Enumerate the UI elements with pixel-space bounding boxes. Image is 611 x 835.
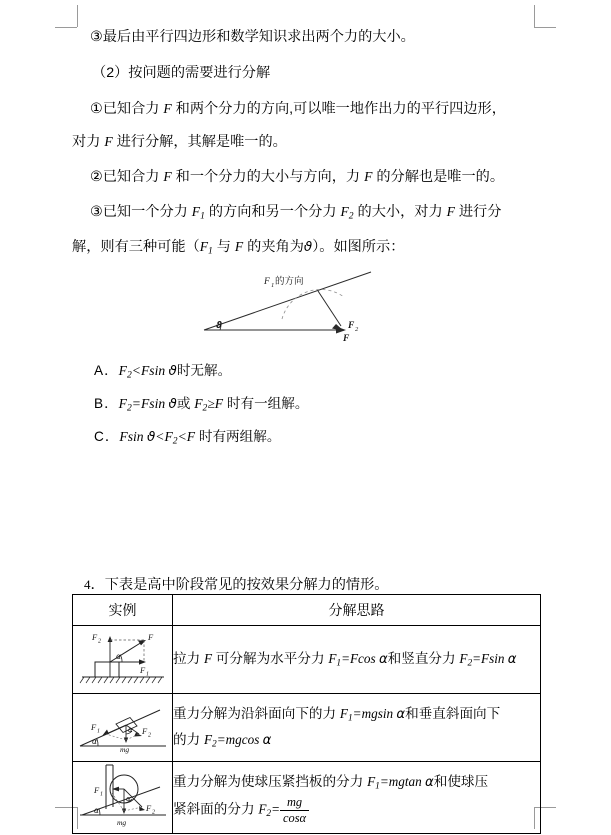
- symbol-F1-subscript: 1: [375, 781, 380, 792]
- symbol-F1: F: [191, 204, 201, 219]
- function-tan: tan: [404, 774, 426, 790]
- symbol-alpha: α: [262, 732, 272, 748]
- expression-mg: mg: [388, 774, 405, 790]
- function-cos: cos: [241, 731, 263, 747]
- section-number: 4: [84, 577, 91, 592]
- table-row: [73, 626, 541, 694]
- symbol-F: F: [364, 169, 373, 184]
- symbol-F: F: [446, 204, 455, 219]
- symbol-F2-subscript: 2: [212, 739, 217, 750]
- relation-operator: <: [177, 429, 187, 444]
- svg-text:F: F: [141, 726, 147, 736]
- symbol-F: F: [104, 134, 113, 149]
- text-run: 重力分解为使球压紧挡板的分力: [173, 774, 368, 790]
- text-run: 的大小，对力: [353, 204, 447, 220]
- symbol-F2: F: [258, 801, 267, 817]
- section-4-heading: [84, 578, 388, 592]
- svg-text:F: F: [147, 632, 153, 642]
- option-a: [94, 364, 564, 380]
- symbol-theta: ϑ: [168, 397, 177, 412]
- symbol-F: F: [203, 650, 213, 666]
- option-c: [94, 430, 564, 446]
- option-a-label: A．: [94, 363, 119, 378]
- svg-text:2: 2: [147, 732, 151, 739]
- paragraph-step-3: ③最后由平行四边形和数学知识求出两个力的大小。: [90, 29, 415, 45]
- symbol-alpha: α: [396, 707, 406, 723]
- paragraph-item-3-line-2: [72, 240, 542, 256]
- svg-text:1: 1: [99, 791, 103, 798]
- svg-text:α: α: [91, 737, 97, 746]
- text-run: 紧斜面的分力: [173, 801, 259, 817]
- relation-operator: <: [155, 429, 165, 444]
- symbol-F2: F: [194, 396, 203, 411]
- symbol-theta: ϑ: [147, 430, 156, 445]
- symbol-F2-subscript: 2: [467, 658, 473, 669]
- svg-text:α: α: [93, 806, 99, 815]
- equals-sign: =: [341, 650, 350, 666]
- text-run: 和一个分力的大小与方向，力: [171, 169, 365, 185]
- fraction-mg-over-cos-alpha: [280, 795, 309, 825]
- symbol-alpha: α: [425, 775, 434, 791]
- symbol-F2-subscript: 2: [126, 369, 132, 381]
- symbol-F1: F: [199, 239, 209, 254]
- symbol-F2: F: [459, 650, 468, 666]
- equals-sign: =: [271, 801, 280, 817]
- svg-text:2: 2: [151, 809, 155, 816]
- expression-Fsin: Fsin: [140, 396, 169, 411]
- expression-Fsin: Fsin: [140, 363, 169, 378]
- symbol-alpha: α: [507, 651, 517, 667]
- option-b-label: B．: [94, 396, 119, 411]
- fraction-denominator: cosα: [280, 810, 309, 825]
- expression-Fcos: Fcos: [350, 650, 379, 666]
- symbol-F2-subscript: 2: [126, 402, 132, 414]
- svg-text:α: α: [127, 726, 133, 734]
- table-row: [73, 762, 541, 834]
- expression-Fsin: Fsin: [119, 429, 147, 444]
- svg-text:的方向: 的方向: [275, 276, 304, 287]
- force-decomposition-table: [72, 594, 541, 834]
- table-header-row: [73, 595, 541, 626]
- text-run: 重力分解为沿斜面向下的力: [173, 706, 340, 722]
- option-b: [94, 397, 564, 413]
- symbol-F2-subscript: 2: [202, 402, 208, 414]
- svg-text:mg: mg: [119, 745, 129, 754]
- svg-text:F: F: [264, 277, 270, 287]
- text-run: 进行分: [454, 204, 502, 220]
- svg-text:F: F: [139, 665, 145, 675]
- symbol-F: F: [214, 396, 224, 411]
- relation-operator: <: [131, 363, 141, 378]
- paragraph-item-1-line-2: [72, 135, 542, 149]
- text-run: 拉力: [173, 650, 204, 666]
- paragraph-item-3-line-1: [90, 205, 560, 221]
- svg-text:F: F: [90, 722, 96, 732]
- text-run: ①已知合力: [90, 101, 164, 117]
- table-row: [73, 694, 541, 762]
- text-run: 的分解也是唯一的。: [372, 169, 505, 185]
- symbol-F2-subscript: 2: [348, 210, 354, 222]
- equals-sign: =: [216, 731, 226, 747]
- symbol-F1-subscript: 1: [336, 658, 342, 669]
- expression-Fsin: Fsin: [481, 650, 508, 666]
- svg-text:1: 1: [271, 282, 275, 289]
- paragraph-item-2: [90, 170, 560, 184]
- text-run: 时无解。: [176, 363, 232, 378]
- text-run: 和两个分力的方向,可以唯一地作出力的平行四边形，: [171, 101, 506, 117]
- text-run: 或: [176, 396, 195, 411]
- text-run: 的方向和另一个分力: [204, 204, 341, 220]
- relation-operator: =: [131, 396, 141, 411]
- symbol-F2: F: [118, 396, 127, 411]
- text-run: 解，则有三种可能（: [72, 239, 200, 255]
- svg-text:ϑ: ϑ: [216, 321, 222, 331]
- svg-text:α: α: [115, 652, 121, 661]
- equals-sign: =: [379, 774, 389, 790]
- svg-text:F: F: [145, 803, 151, 813]
- block-on-ground-pull-force-diagram: [76, 627, 170, 687]
- svg-text:F: F: [348, 321, 355, 331]
- svg-text:F: F: [343, 334, 350, 344]
- symbol-theta: ϑ: [168, 364, 177, 379]
- text-run: 时有一组解。: [223, 396, 309, 411]
- svg-text:1: 1: [145, 671, 149, 678]
- section-title: 下表是高中阶段常见的按效果分解力的情形。: [104, 577, 389, 593]
- block-on-incline-gravity-diagram: [76, 696, 170, 754]
- paragraph-item-1-line-1: [90, 102, 560, 116]
- symbol-F: F: [163, 169, 172, 184]
- text-run: 对力: [72, 134, 105, 150]
- column-header-example: 实例: [73, 595, 173, 626]
- svg-text:α: α: [125, 795, 131, 803]
- example-figure-cell: [73, 694, 173, 762]
- svg-text:F: F: [93, 785, 99, 795]
- paragraph-section-2-heading: （2）按问题的需要进行分解: [92, 65, 271, 81]
- symbol-alpha: α: [378, 651, 388, 667]
- text-run: ③已知一个分力: [90, 204, 192, 220]
- text-run: ）。如图所示：: [312, 239, 405, 255]
- svg-text:2: 2: [97, 638, 101, 645]
- symbol-F2-subscript: 2: [266, 809, 272, 820]
- section-dot: ．: [90, 577, 105, 593]
- equals-sign: =: [472, 650, 482, 666]
- symbol-F2: F: [340, 204, 349, 219]
- text-run: 的力: [173, 731, 204, 747]
- symbol-F1: F: [339, 706, 348, 722]
- text-run: 进行分解，其解是唯一的。: [112, 134, 287, 150]
- svg-text:mg: mg: [116, 818, 126, 827]
- expression-mg: mg: [225, 731, 242, 747]
- svg-text:2: 2: [355, 326, 359, 333]
- example-figure-cell: [73, 762, 173, 834]
- text-run: 可分解为水平分力: [212, 650, 329, 666]
- text-run: 和垂直斜面向下: [405, 706, 501, 722]
- example-figure-cell: [73, 626, 173, 694]
- function-sin: sin: [377, 706, 397, 722]
- text-run: ②已知合力: [90, 169, 164, 185]
- symbol-F: F: [163, 101, 172, 116]
- text-run: 与: [212, 239, 235, 255]
- approach-text-cell: [173, 626, 541, 694]
- svg-text:F: F: [91, 632, 97, 642]
- force-decomposition-triangle-figure: [186, 262, 426, 357]
- symbol-F2-subscript: 2: [172, 435, 178, 447]
- relation-operator: ≥: [207, 396, 215, 411]
- text-run: 的夹角为: [243, 239, 304, 255]
- symbol-F1-subscript: 1: [347, 714, 353, 725]
- symbol-F1: F: [367, 774, 376, 790]
- ball-against-baffle-on-incline-diagram: [76, 763, 170, 827]
- svg-text:1: 1: [96, 728, 100, 735]
- symbol-F1-subscript: 1: [200, 210, 205, 222]
- option-c-label: C．: [94, 429, 120, 444]
- symbol-F2: F: [203, 731, 213, 747]
- approach-text-cell: [173, 762, 541, 834]
- symbol-F2: F: [164, 429, 173, 444]
- text-run: 和竖直分力: [387, 650, 460, 666]
- symbol-theta: ϑ: [303, 240, 313, 255]
- symbol-F1: F: [328, 650, 337, 666]
- expression-mg: mg: [361, 706, 378, 722]
- text-run: 和使球压: [433, 774, 489, 790]
- fraction-numerator: mg: [286, 795, 303, 810]
- approach-text-cell: [173, 694, 541, 762]
- symbol-F: F: [186, 429, 196, 444]
- symbol-F: F: [234, 239, 244, 254]
- equals-sign: =: [352, 706, 362, 722]
- symbol-F2: F: [118, 363, 127, 378]
- column-header-approach: 分解思路: [173, 595, 541, 626]
- text-run: 时有两组解。: [195, 429, 281, 444]
- symbol-F1-subscript: 1: [208, 245, 213, 257]
